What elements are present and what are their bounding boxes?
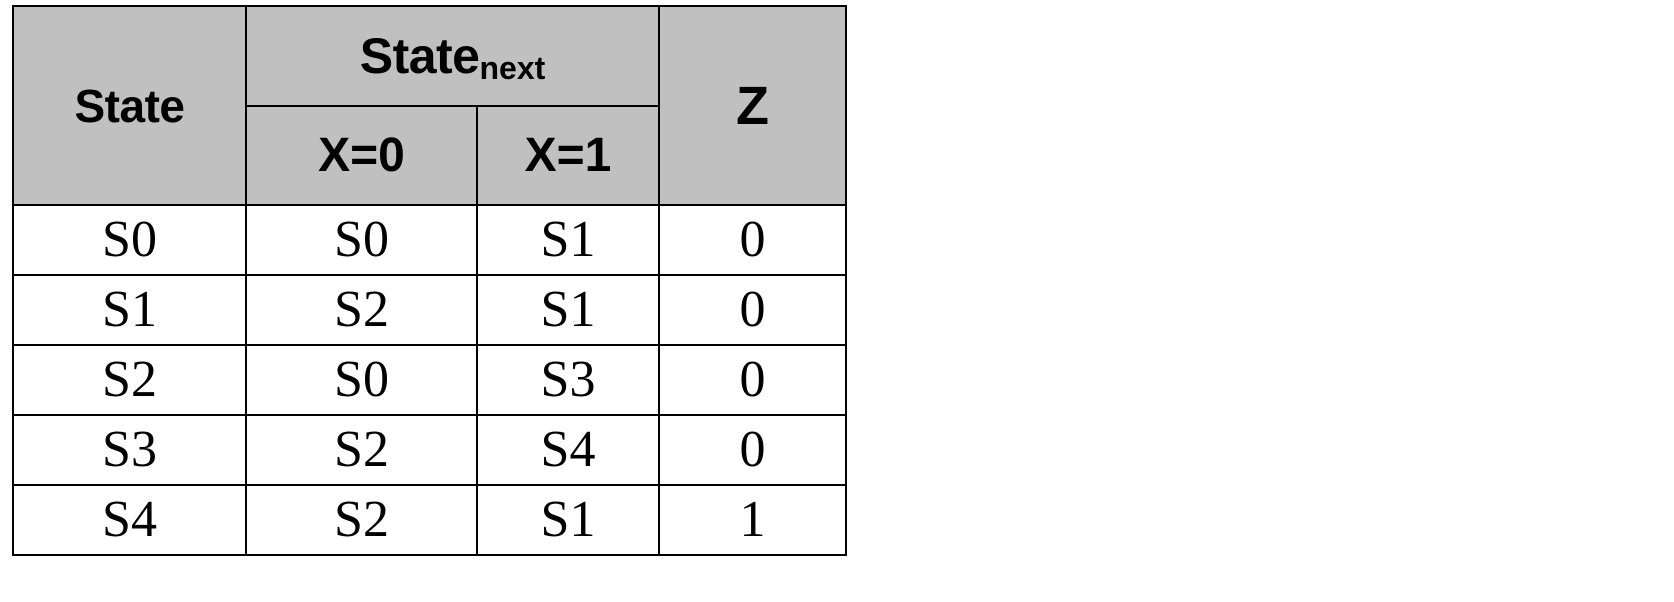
table-row — [13, 345, 846, 415]
cell-x1: S1 — [477, 485, 659, 555]
header-state: State — [13, 6, 246, 205]
cell-state: S3 — [13, 415, 246, 485]
header-row-top — [13, 6, 846, 106]
header-state-next-sub: next — [479, 50, 546, 86]
table-row — [13, 485, 846, 555]
cell-state: S1 — [13, 275, 246, 345]
cell-x1: S1 — [477, 275, 659, 345]
cell-z: 0 — [659, 275, 846, 345]
cell-x0: S2 — [246, 415, 477, 485]
header-state-next-main: State — [359, 28, 480, 84]
header-x1: X=1 — [477, 106, 659, 205]
table-row — [13, 415, 846, 485]
table-row — [13, 275, 846, 345]
state-transition-table — [12, 5, 847, 556]
header-state-next — [246, 6, 659, 106]
table-row — [13, 205, 846, 275]
cell-state: S0 — [13, 205, 246, 275]
cell-z: 1 — [659, 485, 846, 555]
cell-z: 0 — [659, 415, 846, 485]
table-body — [13, 205, 846, 555]
cell-x1: S4 — [477, 415, 659, 485]
cell-x0: S2 — [246, 275, 477, 345]
table-header — [13, 6, 846, 205]
header-z: Z — [659, 6, 846, 205]
cell-x0: S0 — [246, 345, 477, 415]
cell-x0: S2 — [246, 485, 477, 555]
header-x0: X=0 — [246, 106, 477, 205]
cell-state: S4 — [13, 485, 246, 555]
cell-z: 0 — [659, 345, 846, 415]
cell-state: S2 — [13, 345, 246, 415]
cell-x1: S1 — [477, 205, 659, 275]
cell-x1: S3 — [477, 345, 659, 415]
cell-z: 0 — [659, 205, 846, 275]
cell-x0: S0 — [246, 205, 477, 275]
